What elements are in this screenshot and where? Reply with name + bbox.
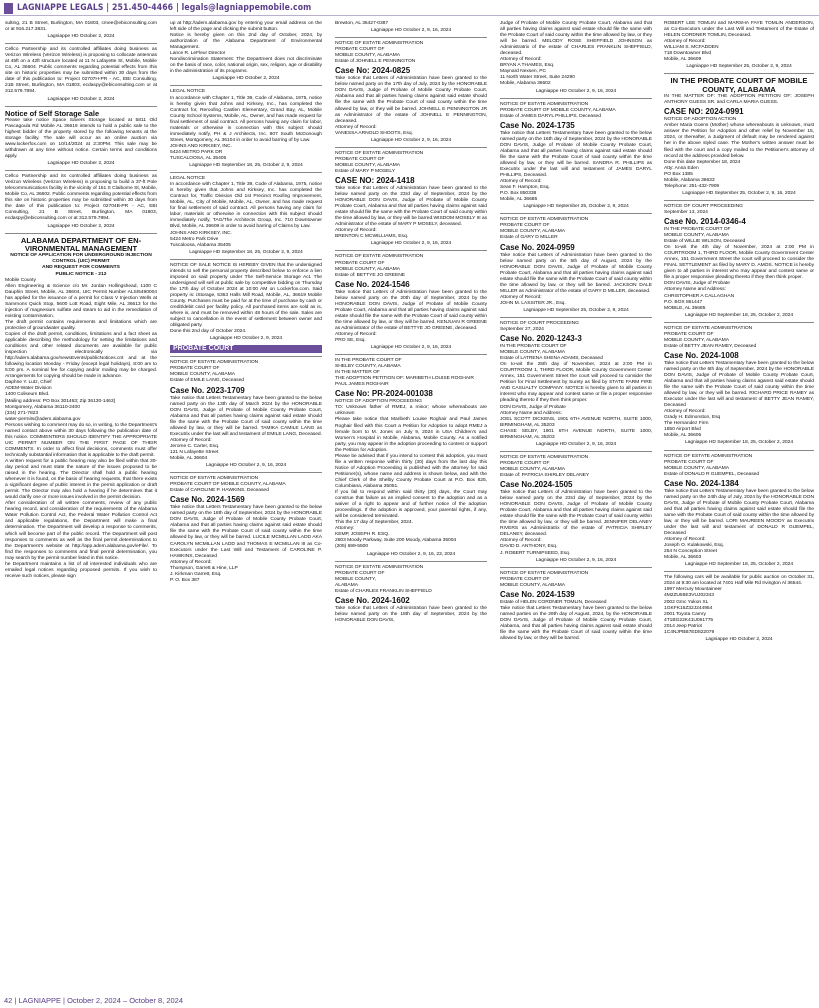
notice-text: Attorney of Record: [500, 538, 542, 544]
notice-text: Amber Maria Goens (Mother) whose whereabouts is unknown, must answer the Petition for Adoption and other relief by November 15, 2024, or thereafter, a Judgment of default may be rendered against her in the above styled case. The Mother's written answer must be filed with the court and a copy mailed to the Petitioner's attorney of record at the address provided below. [664, 123, 814, 159]
notice-text: Estate of CAROLINE P. HAWKINS, Deceased [170, 488, 269, 494]
publication-tag: Lagniappe HD September 18, 25, October 2, 2024 [684, 312, 794, 318]
notice-text: IN THE PROBATE COURT OF [500, 344, 567, 350]
notice-text: On to-wit the 4th day of November, 2024 at 2:00 PM in COURTROOM 1, THIRD FLOOR, Mobile County Government Center Annex, 151 Government Street the court will proceed to consider the FINAL SETTLEMENT as filed by MARY D. AMOS. NOTICE is hereby given to all parties in interest who may appear and contest same or file a proper responsive pleading thereto if they then think proper. [664, 245, 814, 281]
notice-text: Notice is hereby given on this 2nd day of October, 2024, by authorization of the Alabama Department of Environmental Management. [170, 33, 322, 51]
notice-text: Judge of Probate of Mobile County Probate Court, Alabama and that all parties having claims against said estate should file the same with the Probate Court of said county within the time allowed by law, or they will be barred. MELODY ROSE SHEFFIELD JOHNSON as Administratrix of the estate of CHARLES FRANKLIN SHEFFIELD, deceased. [500, 21, 652, 57]
notice-text: sulting, 21 B Street, Burlington, MA 01803, cmee@ebiconsulting.com or at 916.217.3831. [5, 21, 157, 33]
notice-text: Mobile, AL 36609 [664, 57, 702, 63]
notice-text: Take notice that Letters of Administration have been granted to the below named party on the 23rd day of September, 2024 by the HONORABLE DON DAVIS, Judge of Probate of Mobile County Probate Court, Alabama and that all parties having claims against said estate should file the same with the Probate Court of said county within the time allowed by law, or they will be barred. JENNIFER DELANEY RIVERS as Administratrix of the estate of PATRICIA SHIRLEY DELANEY, deceased. [500, 490, 652, 538]
notice-text: (205) 699-5500 [335, 544, 369, 550]
notice-text: Take notice that Letters of Administration have been granted to the below named party on the 18th day of September, 2024 by the HONORABLE DON DAVIS, [335, 605, 487, 623]
publication-tag: Lagniappe HD October 2, 9, 16, 2024 [205, 463, 287, 469]
notice-text: NOTICE OF COURT PROCEEDING [664, 203, 743, 209]
notice-text: Attorney of Record: [500, 179, 542, 185]
header-accent-bar [4, 3, 13, 14]
notice-text: If you fail to respond within said thirty (30) days, the Court may construe that failure as an implied consent to the adoption and as a waiver of a right to appear and of further notice of the adoption proceedings. If the adoption is approved, your parental rights, if any, will be considered terminated. [335, 490, 487, 520]
notice-text: PROBATE COURT OF [500, 223, 550, 229]
notice-text: IN THE MATTER OF: THE ADOPTION PETITION OF: JOSEPH ANTHONY GUESS SR. and CARLA MARIA GUESS. [664, 94, 814, 106]
publication-tag: Lagniappe HD October 2, 9, 16, 2024 [370, 345, 452, 351]
notice-text: PO Box 1385 [664, 171, 693, 177]
case-number: Case No. 2024-1384 [664, 478, 739, 488]
notice-text: Take notice that Letters Testamentary have been granted to the below named party on the 6th day of September, 2024 by the HONORABLE DON DAVIS, Judge of Probate of Mobile County Probate Court, Alabama and that all parties having claims against said estate should file the same with the Probate Court of said county within the time allowed by law, or they will be barred. RICHARD PRICE RAMEY as Executor under the last will and testament of BETTY JEAN RAMEY, Deceased [664, 360, 814, 409]
case-number: Case No: PR-2024-001038 [335, 389, 433, 399]
notice-text: NOTICE OF ESTATE ADMINISTRATION [170, 476, 259, 482]
notice-text: TUSCALOOSA, AL 35405 [170, 155, 227, 161]
notice-text: Please take notice that Maribeth Louise Roghair and Paul James Roghair filed with this Court a Petition for Adoption to adopt RMEJ a female born to M. Jones on July 9, 2024 in USA Children's and Women's Hospital in Mobile, Alabama, Mobile County. As a notified party, you may appear in the adoption proceeding to contest or support the Petition for Adoption. [335, 417, 487, 453]
notice-text: MOBILE COUNTY, ALABAMA [500, 466, 565, 472]
notice-text: P. O. Box 387 [170, 577, 200, 583]
legal-notice [335, 37, 487, 144]
notice-subheading: AND REQUEST FOR COMMENTS [42, 265, 120, 271]
notice-text: Attorney of Record: [500, 57, 542, 63]
notice-text: Estate of EMILE LANG, Deceased [170, 378, 244, 384]
notice-text: Attorney: [335, 526, 355, 532]
legal-notice [664, 18, 814, 70]
notice-text: Attorney of Record: [664, 409, 706, 415]
legal-notice [664, 322, 814, 447]
notice-text: DON DAVIS, Judge of Probate [664, 281, 730, 287]
notice-text: Mobile, AL 36606 [664, 433, 702, 439]
notice-text: CHASE SELBY, 1901 6TH AVENUE NORTH, SUITE 1000, BIRMINGHAM, AL 35203 [500, 428, 652, 440]
notice-text: Estate of: BETTYE JO GREENE [335, 272, 405, 278]
publication-tag: Lagniappe HD September 25, October 2, 9, 2024 [686, 64, 792, 70]
notice-text: Maynard Nexsen, PC [500, 69, 547, 75]
notice-text: P.O. BOX 861447 [664, 299, 703, 305]
notice-text: 254 N Conception Street [664, 549, 717, 555]
legal-notice [500, 317, 652, 448]
notice-text: Telephone: 251-432-7909 [664, 183, 720, 189]
notice-text: MOBILE COUNTY, ALABAMA [664, 233, 729, 239]
notice-text: 11 North Water Street, Suite 24290 [500, 75, 575, 81]
notice-text: Mobile, AL 36685 [500, 197, 538, 203]
notice-text: Estate of MARY P MOSELY [335, 168, 395, 174]
notice-text: VANESSA ARNOLD SHOOTS, Esq. [335, 130, 413, 136]
notice-text: 4M2ZU55E3VUJ02343 [664, 593, 714, 599]
notice-text: Montgomery, Alabama 36110-2400 [5, 404, 80, 410]
legal-notice [170, 18, 322, 82]
notice-text: NOTICE OF ADOPTION ACTION [664, 117, 737, 123]
publication-tag: Lagniappe HD October 2, 2024 [47, 96, 115, 102]
legal-notice [500, 98, 652, 211]
notice-text: Tuscaloosa, Alabama 35405 [170, 242, 231, 248]
notice-text: PROBATE COURT OF MOBILE COUNTY, ALABAMA [500, 107, 616, 113]
notice-text: MOBILE COUNTY, ALABAMA [335, 162, 400, 168]
notice-text: Attorney of Record: [335, 124, 377, 130]
notice-text: IN THE PROBATE COURT OF [335, 358, 402, 364]
notice-text: Take notice that Letters of Administration have been granted to the below named party on the 20th day of September, 2024 by the HONORABLE DON DAVIS, Judge of Probate of Mobile County Probate Court, Alabama and that all parties having claims against said estate should file the same with the Probate Court of said county within the time allowed by law, or they will be barred. KENJUAN R GREENE as Administrator of the estate of BETTYE JO GREENE, deceased. [335, 289, 487, 331]
notice-text: Estate of WILLIE WILSON, Deceased [664, 239, 746, 245]
notice-text: SHELBY COUNTY, ALABAMA [335, 364, 401, 370]
case-number: Case No. 2023-1709 [170, 385, 245, 395]
publication-tag: Lagniappe HD September 18, 25, October 2, 9, 2024 [189, 163, 303, 169]
notice-text: PROBATE COURT OF [170, 366, 220, 372]
notice-subheading: PUBLIC NOTICE - 212 [55, 271, 107, 277]
notice-text: Please take notice Space Savers Storage located at 5811 Old Pascagoula Rd Mobile AL 36619 intends to hold a public sale to the highest bidder of the property stored by the following tenants at the storage facility. The sale will occur as an online auction via www.lockerfox.com on 10/14/2024 at 2:30PM. This sale may be withdrawn at any time without notice. Certain terms and conditions apply. [5, 117, 157, 160]
notice-text: Thompson, Garrett & Hine, LLP [170, 565, 238, 571]
section-heading: PROBATE COURT [170, 345, 322, 353]
notice-text: JOHN M. LASSITER JR., Esq. [500, 300, 566, 306]
notice-text: Mobile County [5, 277, 36, 283]
column-4 [500, 18, 652, 993]
legal-notice [664, 200, 814, 319]
case-number: Case No. 2024-0959 [500, 242, 575, 252]
case-number: Case No. 2020-1243-3 [500, 334, 582, 344]
notice-text: J. ROBERT TURNIPSEED, Esq. [500, 550, 571, 556]
notice-text: 4T1BG22K41U061775 [664, 617, 714, 623]
notice-text: NOTICE OF ESTATE ADMINISTRATION [664, 325, 753, 331]
column-1 [5, 18, 157, 993]
page-header [0, 0, 819, 16]
notice-text: On to-wit the 25th day of November, 2024 at 2:00 PM in COURTROOM 1, THIRD FLOOR, Mobile County Government Center Annex, 151 Government Street the court will proceed to consider the Petition for Final Settlement by Surety as filed by STATE FARM FIRE AND CASUALTY COMPANY. NOTICE is hereby given to all parties in interest who may appear and contest same or file a proper responsive pleading thereto if they then think proper. [500, 362, 652, 404]
legal-notice [170, 472, 322, 584]
notice-text: PROBATE COURT OF [335, 47, 385, 53]
notice-text: NOTICE OF ESTATE ADMINISTRATION [500, 454, 589, 460]
notice-text: 718 Downtowner Blvd [664, 51, 712, 57]
case-number: Case No. 2024-1735 [500, 120, 575, 130]
notice-text: A written request for a public hearing may also be filed within that 30-day period and must state the nature of the issues proposed to be raised in the hearing. The Director shall hold a public hearing whenever it is found, on the basis of hearing requests, that there exists a significant degree of public interest in the permit application or draft permit. The Director may also hold a hearing if he determines that it would clarify one or more issues involved in the permit decision. [5, 458, 157, 501]
notice-text: PROBATE COURT OF [335, 260, 385, 266]
publication-tag: Lagniappe HD September 18, 25, October 2, 9, 2024 [189, 249, 303, 255]
header-title: LAGNIAPPE LEGALS | 251.450-4466 | legals@lagniappemobile.com [17, 3, 312, 13]
publication-tag: Lagniappe HD September 18, 25, October 2, 2024 [684, 562, 794, 568]
notice-text: MOBILE COUNTY, ALABAMA [500, 582, 565, 588]
notice-text: Mobile, Alabama 36633 [664, 177, 715, 183]
notice-text: In accordance with Chapter 1, Title 39, Code of Alabama, 1975, notice is hereby given that Johns and Kirksey, Inc. has completed the Contract for, Traffic Division Old 1st Precinct Roofing Improvement, Mobile, AL, City of Mobile, Mobile, AL, Owner, and has made request for final settlement of said contract. All persons having any claim for labor, materials or otherwise in connection with this subject should immediately notify, TAG/The Architects Group, Inc. 710 Downtowner Blvd, Mobile, AL 36609 in order to avoid barring of Claims by Law. [170, 182, 322, 230]
notice-text: Joseph O. Kulakowski, Esq. [664, 543, 724, 549]
legal-notice [5, 170, 157, 229]
publication-tag: Lagniappe HD September 25, October 2, 9, 16, 2024 [682, 190, 796, 196]
notice-text: BRENTON C MCWILLIAMS, Esq. [335, 234, 408, 240]
notice-text: NOTICE OF ESTATE ADMINISTRATION [500, 570, 589, 576]
notice-text: Jerome C. Carter, Esq. [170, 443, 220, 449]
notice-text: JOHNS AND KIRKSEY, INC. [170, 143, 232, 149]
case-number: CASE NO: 2024-1418 [335, 175, 415, 185]
notice-text: Mobile, AL 36604 [170, 456, 208, 461]
notice-text: IN THE MATTER OF [335, 370, 380, 376]
notice-text: water-permits@adem.alabama.gov [5, 416, 81, 422]
notice-text: he Department maintains a list of all interested individuals who are emailed legal notices regarding proposed permits. If you wish to receive such notices, please sign [5, 561, 157, 579]
notice-text: Daphne Y. Lutz, Chief [5, 380, 52, 386]
notice-text: Grady H. Edmonston, Esq [664, 415, 721, 421]
publication-tag: Lagniappe HD October 2, 2024 [212, 76, 280, 82]
case-number: CASE NO: 2024-0991 [664, 107, 744, 117]
legal-notice [664, 73, 814, 197]
notice-text: NOTICE OF ESTATE ADMINISTRATION [500, 217, 589, 223]
notice-text: PROBATE COURT OF [500, 460, 550, 466]
notice-text: THE ADOPTION PETITION OF: MARIBETH LOUISE ROGHAIR [335, 376, 474, 382]
legal-notice [5, 43, 157, 102]
notice-text: Take notice that Letters of Administration have been granted to the below named party on the 23rd day of September, 2024 by the HONORABLE DON DAVIS, Judge of Probate of Mobile County Probate Court, Alabama and that all parties having claims against said estate should file the same with the Probate Court of said county within the time allowed by law, or they will be barred.WISDOM MOSELY III as Administrator of the estate of MARY P MOSELY, deceased. [335, 185, 487, 228]
notice-text: JOEL SCOTT DICKENS, 1901 6TH AVENUE NORTH, SUITE 1000, BIRMINGHAM, AL 35203 [500, 416, 652, 428]
column-3 [335, 18, 487, 993]
notice-text: Sean F. Hampton, Esq. [500, 185, 550, 191]
notice-text: After consideration of all written comments, review of any public hearing record, and consideration of the requirements of the Alabama Water Pollution Control Act, the Federal Water Pollution Control Act and applicable regulations, the Department will make a final determination. The Department will develop a response to comments, which will become part of the public record. The Department will post responses to comments as well as the final permit determinations to the Department's website at http://app.adem.alabama.gov/eFile/. To find the responses to comments and final permit determination, you may search by the permit number listed in this notice. [5, 501, 157, 561]
notice-text: 2001 Toyota Camry [664, 611, 706, 617]
notice-text: MOBILE COUNTY, ALABAMA [335, 266, 400, 272]
notice-text: LEGAL NOTICE [170, 176, 206, 182]
notice-text: MOBILE COUNTY, ALABAMA [664, 337, 729, 343]
notice-text: Attorney of Record: [170, 437, 212, 443]
legal-notice [335, 354, 487, 557]
case-number: Case No. 2024-1539 [500, 589, 575, 599]
notice-text: 5424 METRO PARK DR [170, 149, 223, 155]
notice-text: Done this 2nd day of October 2024. [170, 329, 247, 335]
notice-text: NOTICE OF ESTATE ADMINISTRATION [664, 453, 753, 459]
notice-text: This the 17 day of September, 2024. [335, 520, 413, 526]
notice-text: KEMP, JOSEPH R. ESQ. [335, 532, 390, 538]
case-number: Case No. 2024-1546 [335, 279, 410, 289]
notice-text: PROBATE COURT OF [664, 459, 714, 465]
notice-text: ALABAMA [335, 582, 358, 588]
notice-text: Done this date September 18, 2024 [664, 159, 741, 165]
publication-tag: Lagniappe HD October 2, 9, 16, 23, 2024 [366, 551, 456, 557]
notice-text: Copies of the draft permit, conditions, limitations and a fact sheet as applicable describing the methodology for setting the limitations and conditions and other related documents are available for public inspection electronically via http://adem.alabama.gov/newsEvents/publicNotices.cnt and at the following location Monday - Friday (except legal holidays), 8:00 am to 5:00 pm. A nominal fee for copying and/or mailing may be charged. Arrangements for copying should be made in advance. [5, 331, 157, 380]
publication-tag: Lagniappe HD October 2, 9, 16, 2024 [370, 28, 452, 34]
notice-text: The Hernandez Firm [664, 421, 709, 427]
legal-notice [500, 451, 652, 564]
notice-heading: Notice of Self Storage Sale [5, 108, 100, 118]
publication-tag: Lagniappe HD October 2, 9, 16, 2024 [370, 241, 452, 247]
publication-tag: Lagniappe HD September 18, 25, October 2, 2024 [684, 440, 794, 446]
notice-text: PROBATE COURT OF [500, 576, 550, 582]
case-number: Case No. 2014-0346-4 [664, 216, 746, 226]
column-5 [664, 18, 814, 993]
notice-text: Cellco Partnership and its controlled affiliates doing business as Verizon Wireless (Verizon Wireless) is proposing to collocate antennas at 45ft on a 42ft structure located at 11 N Lafayette St, Mobile, Mobile Co, AL 36604. Public comments regarding potential effects from this site on historic properties may be submitted within 30 days from the date of this publication to: Project 02707H-PR - AC, EBI Consulting, 21B Street, Burlington, MA 01803, ecdaspy@ebiconsulting.com or at 312.579.7894. [5, 47, 157, 95]
notice-text: PAUL JAMES ROGHAIR [335, 382, 389, 388]
notice-text: September 13, 2024 [664, 209, 708, 215]
notice-heading: IN THE PROBATE COURT OF MOBILE COUNTY, ALABAMA [670, 76, 808, 94]
notice-text: Brewton, AL 36427-0387 [335, 21, 389, 26]
notice-text: Take notice that Letters of Administration have been granted to the below named party on the 17th day of July, 2024 by the HONORABLE DON DAVIS, Judge of Probate of Mobile County Probate Court, Alabama and that all parties having claims against said estate should file the same with the Probate Court of said county within the time allowed by law, or they will be barred. JOHNELL E PENNINGTON JR as Administrator of the estate of JOHNELL E PENNINGTON, deceased. [335, 76, 487, 124]
notice-text: BRYAN A THAMES, Esq. [500, 63, 555, 69]
notice-text: Estate of HELEN CORDNER TOMLIN, Deceased [500, 599, 607, 605]
notice-text: NOTICE OF ESTATE ADMINISTRATION [170, 360, 259, 366]
notice-text: NOTICE OF COURT PROCEEDING [500, 320, 579, 326]
notice-text: Estate of: PATRICIA SHIRLEY DELANEY [500, 473, 590, 478]
notice-text: NOTICE OF ESTATE ADMINISTRATION [335, 564, 424, 570]
notice-text: PROBATE COURT OF [335, 156, 385, 162]
legal-notice [5, 18, 157, 40]
legal-notice [5, 233, 157, 580]
legal-notice [5, 106, 157, 168]
notice-text: [Mailing address: PO Box 301463; Zip 36130-1463] [5, 398, 115, 404]
legal-notice [170, 172, 322, 256]
publication-tag: Lagniappe HD October 2, 9, 16, 2024 [535, 88, 617, 94]
case-number: Case No. 2024-1569 [170, 495, 245, 505]
publication-tag: Lagniappe HD September 25, October 2, 9, 2024 [523, 307, 629, 313]
notice-text: WILLIAM S. MCFADDEN [664, 45, 719, 51]
publication-tag: Lagniappe HD October 2, 9, 16, 2024 [535, 441, 617, 447]
notice-text: JOHNS AND KIRKSEY, INC. [170, 230, 232, 236]
notice-text: The draft permit contains requirements and limitations which are protective of groundwater quality. [5, 319, 157, 331]
notice-text: Estate of BETTY JEAN RAMEY, Deceased [664, 343, 757, 349]
notice-text: 1850 Airport Blvd [664, 427, 701, 433]
notice-text: MOBILE COUNTY, ALABAMA [500, 350, 565, 356]
notice-text: Take notice that Letters Testamentary have been granted to the below named party on the 16th day of September, 2024 by the HONORABLE DON DAVIS, Judge of Probate of Mobile County Probate Court, Alabama and that all parties having claims against said estate should file the same with the Probate Court of said county within the time allowed by law, or they will be barred. SANDRA R. PHILLIPS as Executrix under the last will and testament of JAMES DARYL PHILLIPS, Deceased. [500, 130, 652, 179]
legal-notice [335, 18, 487, 34]
notice-text: Attorney Name and Address: [500, 410, 562, 416]
notice-text: DAVID D. ANTHONY, Esq. [500, 544, 558, 550]
case-number: Case No. 2024-1602 [335, 595, 410, 605]
notice-text: CHRISTOPHER A CALLAGHAN [664, 293, 735, 299]
notice-text: Persons wishing to comment may do so, in writing, to the Department's named contact above within 30 days following the publication date of this notice. COMMENTERS SHOULD IDENTIFY THE APPROPRIATE UIC PERMIT NUMBER ON THE FIRST PAGE OF THEIR COMMENTS. In order to affect final decisions, comments must offer technically substantial information that is applicable to the draft permit. [5, 422, 157, 458]
notice-text: (334) 271-7823 [5, 410, 39, 416]
publication-tag: Lagniappe HD October 2, 2024 [705, 636, 773, 642]
publication-tag: Lagniappe HD October 2, 9, 2024 [209, 336, 283, 342]
notice-text: PRO SE, Esq. [335, 338, 366, 344]
notice-text: PROBATE COURT OF MOBILE COUNTY, ALABAMA [170, 482, 286, 488]
notice-subheading: NOTICE OF APPLICATION FOR UNDERGROUND INJECTION CONTROL (UIC) PERMIT [10, 253, 152, 265]
notice-text: Estate of JAMES DARYL PHILLIPS, Deceased [500, 113, 601, 119]
notice-text: Attorney Name and Address: [664, 287, 726, 293]
notice-text: Attorney of Record: [335, 228, 377, 234]
notice-text: Attorney of Record: [664, 39, 706, 45]
notice-text: Take notice that Letters Testamentary have been granted to the below named party on the 13th day of March 2024 by the HONORABLE DON DAVIS, Judge of Probate of Mobile County Probate Court, Alabama and that all parties having claims against said estate should file the same with the Probate Court of said county within the time allowed by law, or they will be barred. TAMIKA CAMILE LANG as Executrix under the last will and testament of EMILE LANG, Deceased. [170, 395, 322, 437]
notice-text: Attorney of Record: [170, 559, 212, 565]
notice-text: MOBILE COUNTY, ALABAMA [500, 229, 565, 235]
notice-text: Estate of GARY D MILLER [500, 235, 558, 241]
legal-notice [335, 147, 487, 248]
notice-text: PROBATE COURT OF [664, 331, 714, 337]
notice-text: Attorney of Record: [664, 537, 706, 543]
notice-text: Nondiscrimination Statement: The Department does not discriminate on the basis of race, color, national origin, sex, religion, age or disability in the administration of its programs. [170, 57, 322, 75]
publication-tag: Lagniappe HD October 2, 9, 16, 2024 [370, 137, 452, 143]
notice-text: Take notice that Letters Testamentary have been granted to the below named party on the 18th day of September, 2024 by the HONORABLE DON DAVIS, Judge of Probate of Mobile County Probate Court, Alabama and that all parties having claims against said estate should file the same with the Probate Court of said county within the time allowed by law, or they will be barred. LUCILE MCMILLAN LADD AKA CAROLYN MCMILLAN LADD and THOMAS E MCMILLAN III as Co-Executors under the Last Will and Testament of CAROLINE P. HAWKINS, Deceased [170, 505, 322, 559]
publication-tag: Lagniappe HD October 2, 9, 16, 2024 [535, 557, 617, 563]
notice-text: Lance R. LeFleur Director [170, 51, 226, 57]
notice-text: MOBILE COUNTY, ALABAMA [170, 372, 235, 378]
notice-text: In accordance with Chapter 1, Title 39, Code of Alabama, 1975, notice is hereby given that Johns and Kirksey, Inc., has completed the Contract for, Reroofing Castlen Elementary, Grand Bay, AL, Mobile County School Systems, Mobile, AL, Owner, and has made request for final settlement of said contract. All persons having any claim for labor, materials or otherwise in connection with this subject should immediately notify, PH & J Architects, Inc. 807 South McDonough Street, Montgomery, AL 36104 in order to avoid barring of by Law. [170, 95, 322, 143]
notice-text: IN THE PROBATE COURT OF [664, 226, 731, 232]
legal-notice [335, 561, 487, 624]
notice-text: ROBERT LEE TOMLIN and MARSHA FAYE TOMLIN ANDERSON, as Co-Executors under the Last Will and Testament of the Estate of HELEN CORDNER TOMLIN, Deceased. [664, 21, 814, 39]
notice-text: 1GKFK16Z32J244954 [664, 605, 713, 611]
notice-text: ADEM-Water Division [5, 386, 52, 392]
notice-text: Take notice that Letters of Administration have been granted to the below named party on the 5th day of August, 2024 by the HONORABLE DON DAVIS, Judge of Probate of Mobile County Probate Court, Alabama and that all parties having claims against said estate should file the same with the Probate Court of said county within the time allowed by law, or they will be barred. JACKSON DALE MILLER as Administrator of the estate of GARY D MILLER, deceased. [500, 252, 652, 294]
publication-tag: Lagniappe HD October 2, 2024 [47, 223, 115, 229]
legal-notice [500, 567, 652, 642]
notice-text: P.O. Box 850338 [500, 191, 537, 197]
notice-text: 121 N Lafayette Street [170, 449, 219, 455]
notice-text: Attorney of Record: [500, 294, 542, 300]
notice-text: 2014 Jeep Patriot [664, 623, 702, 629]
notice-text: The following cars will be available for public auction on October 31, 2024 at 9:30 am located at 7401 Half Mile Rd Irvington Al 36544. [664, 575, 814, 587]
legal-notice [170, 259, 322, 343]
notice-text: up at http://adem.alabama.gov by entering your email address on the left side of the page and clicking the submit button. [170, 21, 322, 33]
legal-notice [500, 213, 652, 314]
notice-text: Mobile, Alabama 36602 [500, 81, 551, 87]
publication-tag: Lagniappe HD October 2, 2024 [47, 34, 115, 40]
notice-text: Take notice that Letters Testamentary have been granted to the below named parties on the 29th day of August, 2024, by the HONORABLE DON DAVIS, Judge of Probate of Mobile County Probate Court, Alabama, and that all parties having claims against said estate should file the same with the Probate Court of said county within the time allowed by law, or they will be barred. [500, 605, 652, 642]
legal-notice [170, 85, 322, 169]
case-number: Case No: 2024-0825 [335, 66, 411, 76]
legal-notice [335, 250, 487, 351]
notice-text: Allen Engineering & Science c/o Mr. Jordan Hollingshead, 1100 C Dauphin Street, Mobile, AL 36604, UIC Permit Number ALSI5490004 has applied for the issuance of a permit for Class V Injection Wells at Sammons Quick Stop, 5600 Lott Road, Eight Mile, AL 36613 for the injection of magnesium sulfate and steam to aid in the remediation of existing contamination. [5, 283, 157, 319]
notice-text: NOTICE OF ESTATE ADMINISTRATION [335, 254, 424, 260]
notice-text: LEGAL NOTICE [170, 89, 206, 95]
notice-text: Estate of JOHNELL E PENNINGTON [335, 59, 416, 65]
notice-text: NOTICE OF ESTATE ADMINISTRATION [500, 101, 589, 107]
page-footer: 42 | LAGNIAPPE | October 2, 2024 – October 8, 2024 [4, 996, 184, 1005]
notice-text: MOBILE COUNTY, ALABAMA [664, 465, 729, 471]
notice-text: September 27, 2024 [500, 327, 544, 333]
notice-text: 5424 Metro Park Drive [170, 236, 219, 242]
notice-heading: ALABAMA DEPARTMENT OF EN-VIRONMENTAL MANAGEMENT [20, 235, 142, 253]
notice-text: 1C4NJPBB7ED822079 [664, 629, 715, 635]
case-number: Case No.2024-1505 [500, 480, 573, 490]
notice-text: 2603 Moody Parkway, Suite 200 Moody, Alabama 35004 [335, 538, 457, 544]
notice-text: Attorney of Record: [335, 331, 377, 337]
notice-text: MOBILE, AL 36685 [664, 305, 706, 311]
notice-text: 1400 Coliseum Blvd. [5, 392, 50, 398]
notice-text: Estate of DONALD R GUEMPEL, Deceased [664, 471, 760, 477]
notice-text: Atty: Anna Eden [664, 165, 699, 171]
notice-text: 1997 Mercury Mountaineer [664, 587, 722, 593]
notice-text: NOTICE OF ESTATE ADMINISTRATION [335, 150, 424, 156]
notice-text: Estate of LATRENA SHENA ADAMS, Deceased [500, 356, 603, 362]
legal-notice [664, 571, 814, 643]
notice-text: Please be advised that if you intend to contest this adoption, you must file a written response within thirty (30) days from the last day this Notice of Adoption Proceeding is published with the attorney for said Petitioner(s), whose name and address is shown below, and with the Chief Clerk of the Shelby County Probate Court at P.O. Box 825, Columbiana, Alabama 35051. [335, 453, 487, 489]
legal-notice [500, 18, 652, 95]
legal-notice [170, 356, 322, 469]
notice-text: NOTICE OF ADOPTION PROCEEDING [335, 399, 422, 405]
notice-text: 2002 Gmc Yukon XL [664, 599, 709, 605]
notice-text: Estate of CHARLES FRANKLIN SHEFFIELD [335, 588, 432, 594]
notice-text: DON DAVIS, Judge of Probate [500, 404, 566, 410]
notice-text: TO: Unknown father of RMEJ, a minor; whose whereabouts are unknown [335, 405, 487, 417]
notice-text: J. Kirkman Garrett, Esq. [170, 571, 222, 577]
notice-text: NOTICE OF SALE NOTICE IS HEREBY GIVEN that the undersigned intends to sell the personal property described below to enforce a lien imposed on said property under The Self-Service Storage Act. The undersigned will sell at public sale by competitive bidding on Thursday the 17th day of October 2024 at 10:00 AM on Lockerfox.com. Said property is: iStorage, 5363 Halls Mill Road, Mobile, AL, 36619 Mobile County. Purchases must be paid for at the time of purchase by cash or credit/debit card per facility policy. All purchased items are sold as is, where is, and must be removed within 48 hours of the sale. Sales are subject to cancellation in the event of settlement between owner and obligated party. [170, 262, 322, 329]
notice-text: MOBILE COUNTY, ALABAMA [335, 53, 400, 59]
column-2 [170, 18, 322, 993]
notice-text: NOTICE OF ESTATE ADMINISTRATION [335, 41, 424, 47]
notice-text: Cellco Partnership and its controlled affiliates doing business as Verizon Wireless (Verizon Wireless) is proposing to build a 37-ft Pole telecommunications facility in the vicinity of 151 S Claiborne St, Mobile, Mobile Co, AL 36602. Public comments regarding potential effects from this site on historic properties may be submitted within 30 days from the date of this publication to: Project 02704B-PR - AC, EBI Consulting, 21 B Street, Burlington, MA 01803, ecdaspy@ebiconsulting.com or at 312.579.7894. [5, 174, 157, 222]
case-number: Case No. 2024-1008 [664, 350, 739, 360]
publication-tag: Lagniappe HD September 25, October 2, 9, 2024 [523, 204, 629, 210]
notice-text: PROBATE COURT OF [335, 570, 385, 576]
notice-text: Mobile, AL 36603 [664, 555, 702, 561]
publication-tag: Lagniappe HD October 2, 2024 [47, 161, 115, 167]
notice-text: Take notice that Letters Testamentary have been granted to the below named party on the 24th day of July, 2024 by the HONORABLE DON DAVIS, Judge of Probate of Mobile County Probate Court, Alabama and that all parties having claims against said estate should file the same with the Probate Court of said county within the time allowed by law, or they will be barred. LORI MAUREEN MOODY as Executrix under the last will and testament of DONALD R GUEMPEL, Deceased [664, 488, 814, 537]
notice-text: MOBILE COUNTY, [335, 576, 376, 582]
legal-notice [664, 450, 814, 569]
